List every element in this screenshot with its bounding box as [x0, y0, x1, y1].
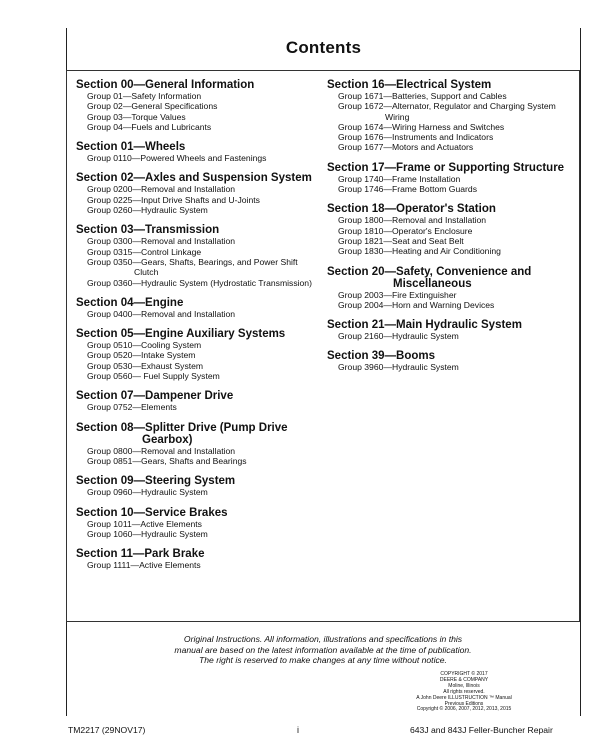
copyright-block	[384, 672, 544, 713]
toc-section-heading[interactable]: Section 04—Engine	[76, 296, 184, 309]
original-instructions-notice	[66, 634, 580, 666]
toc-section-heading[interactable]: Section 16—Electrical System	[327, 79, 492, 91]
copyright-line: Moline, Illinois	[448, 682, 480, 689]
toc-group-entry[interactable]: Group 1800—Removal and Installation	[338, 215, 487, 226]
copyright-line: DEERE & COMPANY	[439, 676, 489, 683]
toc-group-entry[interactable]: Group 0800—Removal and Installation	[87, 445, 236, 456]
toc-section	[76, 548, 321, 570]
toc-group-entry[interactable]: Group 1810—Operator's Enclosure	[338, 225, 473, 236]
toc-section-heading[interactable]: Section 03—Transmission	[76, 224, 220, 237]
toc-section	[76, 141, 321, 163]
toc-section-heading[interactable]: Section 07—Dampener Drive	[76, 390, 234, 403]
toc-group-entry[interactable]: Group 2160—Hydraulic System	[338, 331, 459, 342]
toc-section	[327, 319, 567, 341]
toc-group-entry[interactable]: Group 1830—Heating and Air Conditioning	[338, 246, 501, 257]
contents-left-column	[76, 79, 321, 579]
toc-group-entry[interactable]: Group 2004—Horn and Warning Devices	[338, 299, 495, 310]
page-right-rule	[580, 28, 581, 716]
contents-right-column	[327, 79, 567, 382]
footer-page-number: i	[297, 725, 299, 735]
toc-section	[76, 172, 321, 215]
toc-group-entry[interactable]: Group 0510—Cooling System	[87, 340, 202, 351]
toc-group-entry[interactable]: Group 0300—Removal and Installation	[87, 236, 236, 247]
toc-group-entry[interactable]: Group 0560— Fuel Supply System	[87, 371, 220, 382]
toc-section	[76, 390, 321, 412]
toc-group-entry[interactable]: Group 0752—Elements	[87, 402, 177, 413]
toc-section-heading[interactable]: Section 11—Park Brake	[76, 548, 205, 561]
toc-section-heading[interactable]: Section 18—Operator's Station	[327, 203, 496, 216]
toc-section-heading[interactable]: Section 17—Frame or Supporting Structure	[327, 161, 565, 174]
toc-group-entry[interactable]: Group 0530—Exhaust System	[87, 360, 204, 371]
toc-section	[76, 328, 321, 381]
toc-group-entry[interactable]: Group 04—Fuels and Lubricants	[87, 121, 212, 132]
toc-section-heading[interactable]: Section 05—Engine Auxiliary Systems	[76, 328, 286, 341]
toc-section	[76, 224, 321, 287]
toc-group-entry[interactable]: Group 1060—Hydraulic System	[87, 528, 208, 539]
contents-box	[66, 70, 580, 622]
toc-group-entry[interactable]: Group 1676—Instruments and Indicators	[338, 132, 494, 143]
toc-section-heading[interactable]: Section 02—Axles and Suspension System	[76, 172, 312, 185]
toc-group-entry[interactable]: Group 1111—Active Elements	[87, 560, 201, 571]
toc-group-entry[interactable]: Group 0110—Powered Wheels and Fastenings	[87, 153, 267, 164]
toc-section	[76, 507, 321, 540]
toc-section-heading[interactable]: Section 39—Booms	[327, 350, 435, 363]
toc-group-entry[interactable]: Group 0225—Input Drive Shafts and U-Joints	[87, 194, 260, 205]
toc-group-entry[interactable]: Group 0350—Gears, Shafts, Bearings, and Power Shift Clutch	[87, 256, 298, 278]
copyright-line: All rights reserved.	[443, 688, 485, 695]
toc-group-entry[interactable]: Group 01—Safety Information	[87, 91, 202, 101]
toc-section-heading[interactable]: Section 01—Wheels	[76, 141, 186, 154]
toc-group-entry[interactable]: Group 0360—Hydraulic System (Hydrostatic Transmission)	[87, 277, 312, 288]
toc-group-entry[interactable]: Group 1821—Seat and Seat Belt	[338, 235, 464, 246]
toc-section	[76, 79, 321, 132]
toc-group-entry[interactable]: Group 0960—Hydraulic System	[87, 487, 208, 498]
page-title: Contents	[285, 38, 362, 57]
copyright-line: A John Deere ILLUSTRUCTION ™ Manual	[416, 694, 512, 701]
toc-group-entry[interactable]: Group 1740—Frame Installation	[338, 173, 461, 184]
toc-section-heading[interactable]: Section 20—Safety, Convenience and Miscellaneous	[327, 265, 532, 290]
notice-line: manual are based on the latest information available at the time of publication.	[174, 644, 472, 655]
toc-section-heading[interactable]: Section 00—General Information	[76, 79, 255, 91]
toc-group-entry[interactable]: Group 03—Torque Values	[87, 111, 186, 122]
toc-section	[327, 350, 567, 372]
toc-section	[327, 203, 567, 256]
toc-section-heading[interactable]: Section 21—Main Hydraulic System	[327, 319, 522, 332]
footer-manual-id: TM2217 (29NOV17)	[68, 725, 146, 735]
toc-group-entry[interactable]: Group 1674—Wiring Harness and Switches	[338, 121, 505, 132]
toc-section-heading[interactable]: Section 08—Splitter Drive (Pump Drive Gearbox)	[76, 421, 288, 446]
toc-section	[327, 162, 567, 195]
toc-group-entry[interactable]: Group 0315—Control Linkage	[87, 246, 202, 257]
toc-section-heading[interactable]: Section 09—Steering System	[76, 475, 236, 488]
toc-group-entry[interactable]: Group 0520—Intake System	[87, 350, 196, 361]
copyright-line: COPYRIGHT © 2017	[440, 671, 488, 677]
toc-group-entry[interactable]: Group 1011—Active Elements	[87, 518, 202, 529]
copyright-line: Previous Editions	[444, 700, 484, 707]
toc-section	[76, 475, 321, 497]
notice-line: Original Instructions. All information, illustrations and specifications in this	[183, 634, 463, 644]
toc-group-entry[interactable]: Group 0400—Removal and Installation	[87, 308, 236, 319]
copyright-line: Copyright © 2006, 2007, 2012, 2013, 2015	[416, 706, 512, 713]
toc-group-entry[interactable]: Group 1671—Batteries, Support and Cables	[338, 91, 507, 101]
toc-group-entry[interactable]: Group 3960—Hydraulic System	[338, 362, 459, 373]
toc-group-entry[interactable]: Group 1672—Alternator, Regulator and Charging System Wiring	[338, 101, 556, 122]
toc-section	[76, 422, 321, 467]
toc-group-entry[interactable]: Group 0851—Gears, Shafts and Bearings	[87, 455, 247, 466]
toc-section-heading[interactable]: Section 10—Service Brakes	[76, 506, 228, 519]
notice-line: The right is reserved to make changes at any time without notice.	[199, 655, 447, 665]
toc-section	[76, 297, 321, 319]
toc-group-entry[interactable]: Group 02—General Specifications	[87, 101, 218, 112]
toc-group-entry[interactable]: Group 1677—Motors and Actuators	[338, 142, 474, 153]
toc-section	[327, 79, 567, 153]
toc-group-entry[interactable]: Group 1746—Frame Bottom Guards	[338, 184, 477, 195]
toc-group-entry[interactable]: Group 0260—Hydraulic System	[87, 205, 208, 216]
footer-manual-title: 643J and 843J Feller-Buncher Repair	[410, 725, 553, 735]
toc-group-entry[interactable]: Group 2003—Fire Extinguisher	[338, 289, 457, 300]
toc-section	[327, 266, 567, 311]
toc-group-entry[interactable]: Group 0200—Removal and Installation	[87, 184, 236, 195]
